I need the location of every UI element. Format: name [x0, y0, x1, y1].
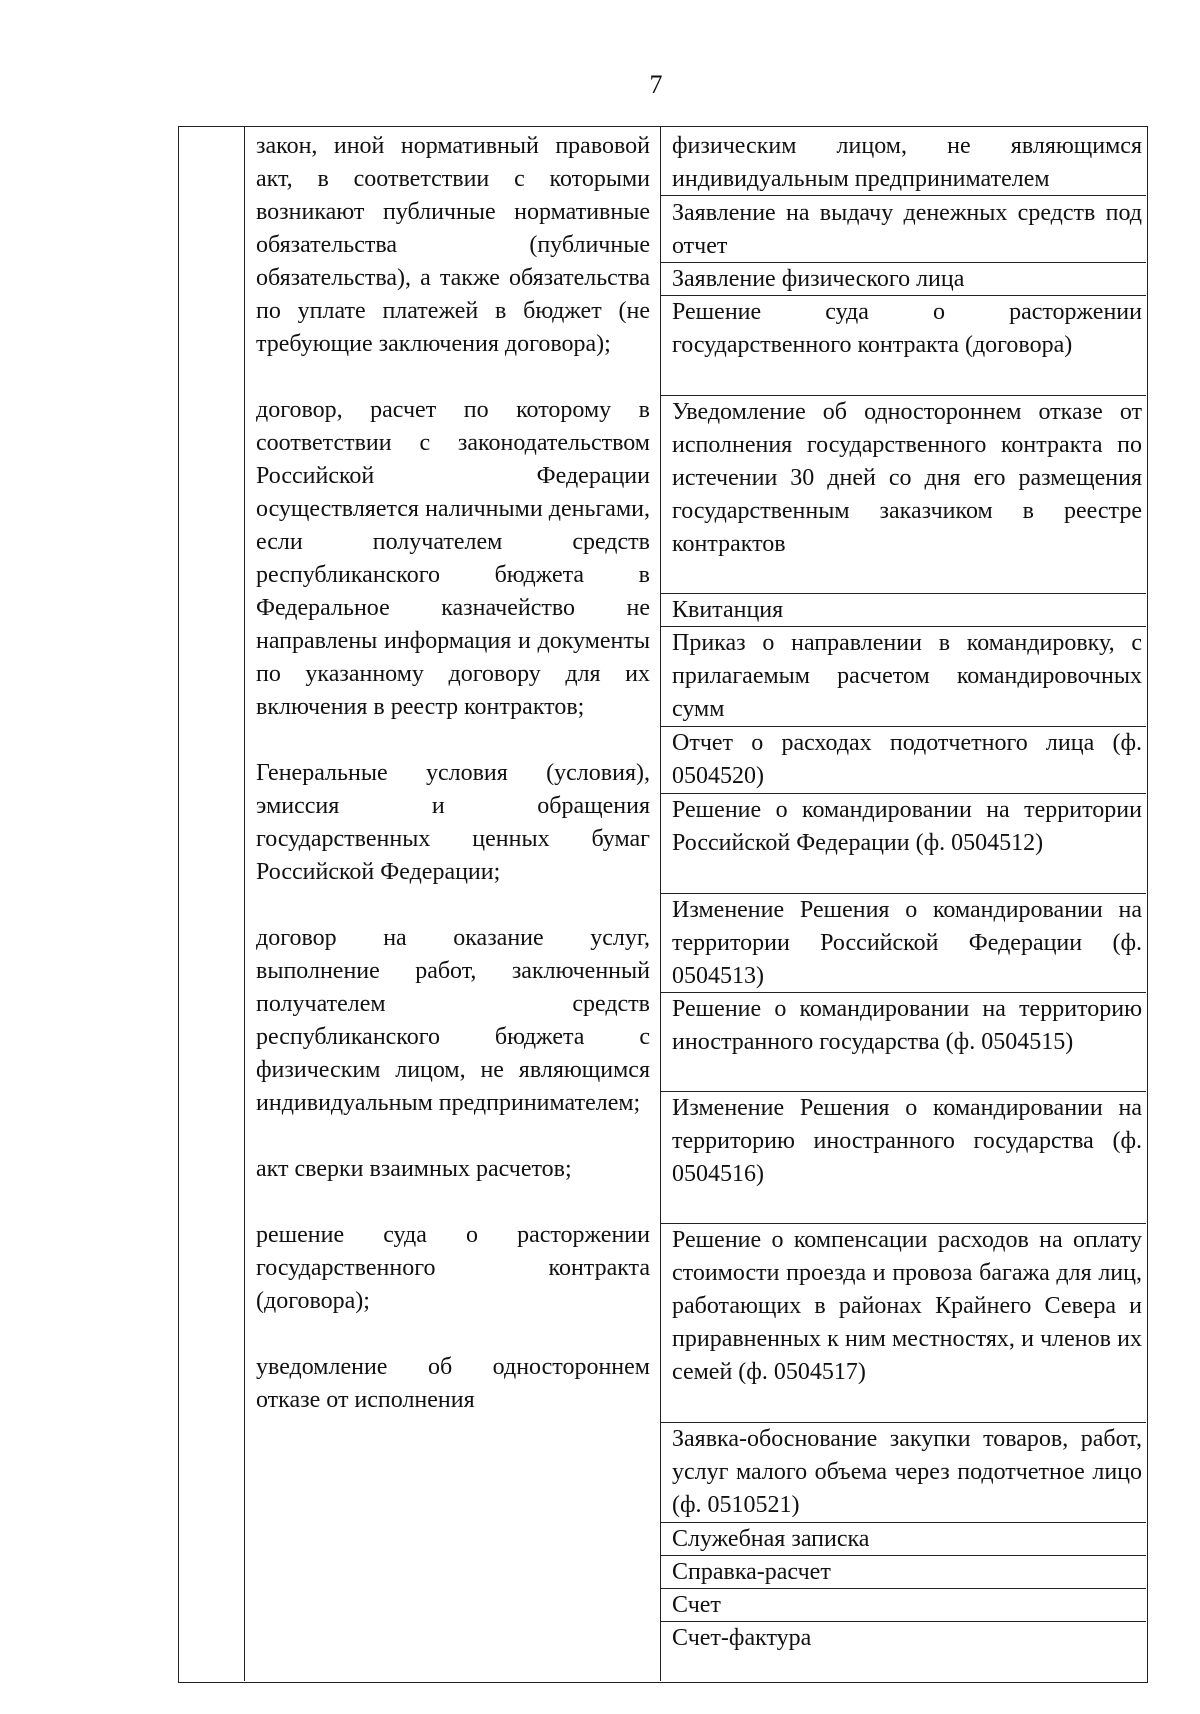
document-row: Заявка-обоснование закупки товаров, работ, услуг малого объема через подотчетное лицо (ф. 0510521) [672, 1426, 1142, 1518]
document-row: Решение о командировании на территорию иностранного государства (ф. 0504515) [672, 996, 1142, 1055]
document-row: Приказ о направлении в командировку, с прилагаемым расчетом командировочных сумм [672, 630, 1142, 722]
document-row: Квитанция [672, 597, 784, 623]
left-paragraph: уведомление об одностороннем отказе от исполнения [256, 1354, 650, 1413]
document-row: Счет [672, 1592, 721, 1618]
document-row: физическим лицом, не являющимся индивидуальным предпринимателем [672, 133, 1142, 192]
page-number: 7 [649, 70, 663, 99]
left-paragraph: акт сверки взаимных расчетов; [256, 1156, 572, 1182]
document-row: Заявление на выдачу денежных средств под отчет [672, 200, 1142, 259]
document-row: Уведомление об одностороннем отказе от исполнения государственного контракта по истечении 30 дней со дня его размещения государственным заказчиком в реестре контрактов [672, 399, 1142, 557]
column-divider-2 [660, 126, 661, 1681]
document-row: Решение суда о расторжении государственного контракта (договора) [672, 299, 1142, 358]
left-paragraph: договор, расчет по которому в соответствии с законодательством Российской Федерации осуществляется наличными деньгами, если получателем средств республиканского бюджета в Федеральное казначейство не направлены информация и документы по указанному договору для их включения в реестр контрактов; [256, 397, 650, 720]
document-row: Решение о компенсации расходов на оплату стоимости проезда и провоза багажа для лиц, работающих в районах Крайнего Севера и приравненных к ним местностях, и членов их семей (ф. 0504517) [672, 1227, 1142, 1385]
document-row: Справка-расчет [672, 1559, 831, 1585]
document-row: Изменение Решения о командировании на территорию иностранного государства (ф. 0504516) [672, 1095, 1142, 1187]
document-row: Служебная записка [672, 1526, 870, 1552]
left-paragraph: договор на оказание услуг, выполнение работ, заключенный получателем средств республиканского бюджета с физическим лицом, не являющимся индивидуальным предпринимателем; [256, 925, 650, 1116]
left-column-text [256, 130, 650, 1417]
document-row: Отчет о расходах подотчетного лица (ф. 0504520) [672, 730, 1142, 789]
left-paragraph: решение суда о расторжении государственного контракта (договора); [256, 1222, 650, 1314]
document-row: Заявление физического лица [672, 266, 965, 292]
document-row: Решение о командировании на территории Российской Федерации (ф. 0504512) [672, 797, 1142, 856]
left-paragraph: закон, иной нормативный правовой акт, в соответствии с которыми возникают публичные нормативные обязательства (публичные обязательства), а также обязательства по уплате платежей в бюджет (не требующие заключения договора); [256, 133, 650, 357]
document-row: Счет-фактура [672, 1625, 812, 1651]
left-paragraph: Генеральные условия (условия), эмиссия и обращения государственных ценных бумаг Российской Федерации; [256, 760, 650, 885]
document-row: Изменение Решения о командировании на территории Российской Федерации (ф. 0504513) [672, 897, 1142, 989]
column-divider-1 [244, 126, 245, 1681]
